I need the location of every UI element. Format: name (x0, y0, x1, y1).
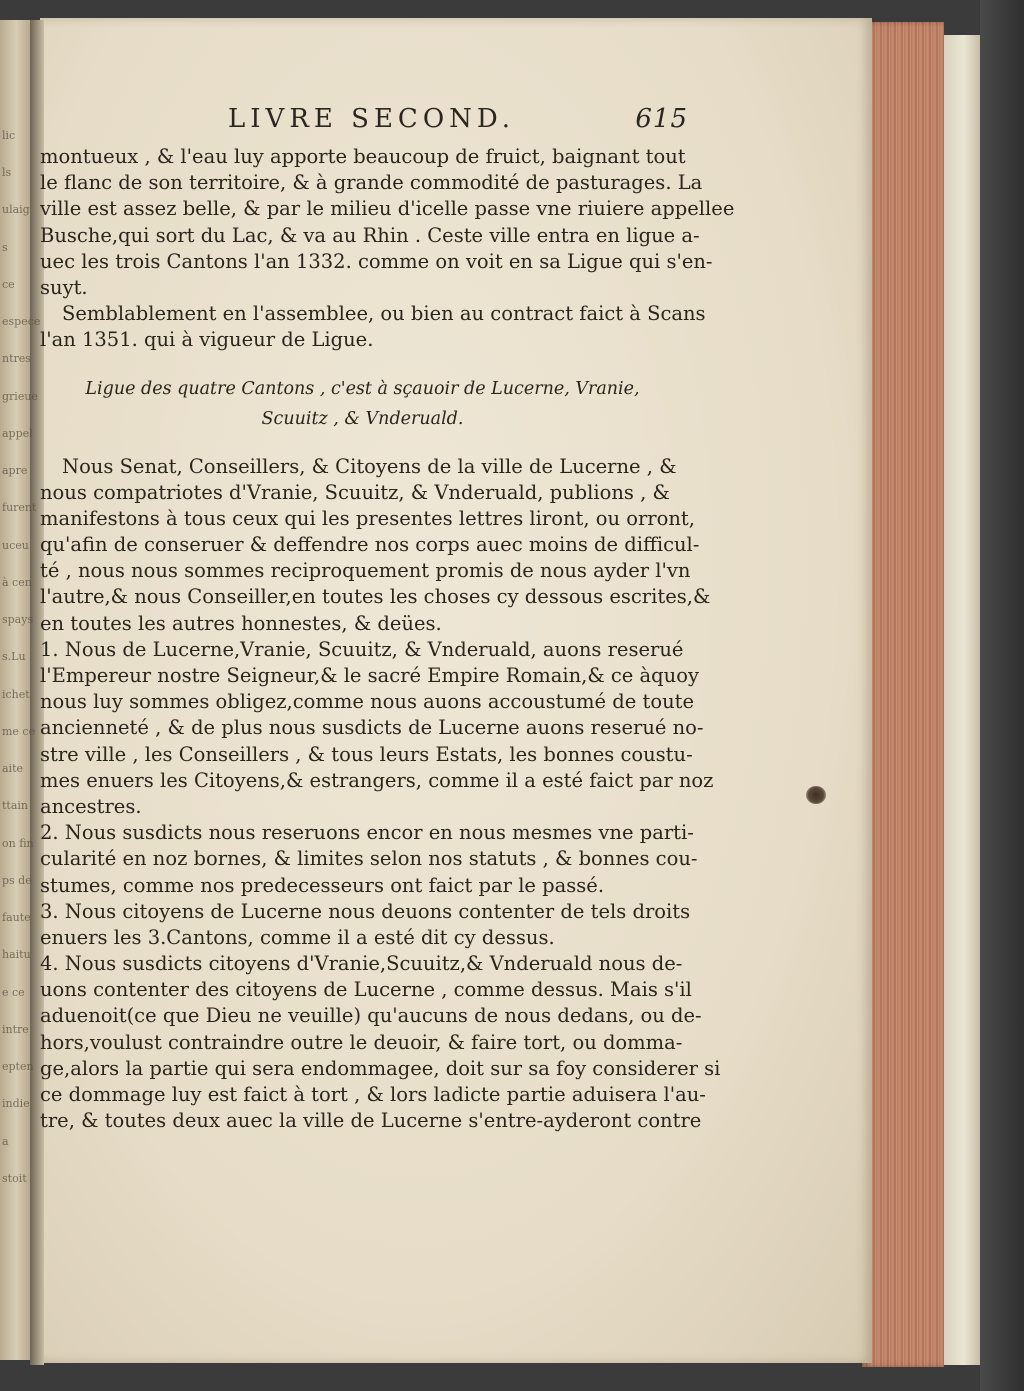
margin-fragment: ce (2, 278, 15, 291)
text-line: ge,alors la partie qui sera endommagee, doit sur sa foy considerer si (40, 1056, 721, 1080)
running-title: LIVRE SECOND. (228, 104, 516, 134)
margin-fragment: ntres (2, 352, 31, 365)
spacer (40, 354, 685, 374)
text-line: ancestres. (40, 794, 142, 818)
margin-fragment: me ce (2, 725, 36, 738)
margin-fragment: intre (2, 1023, 29, 1036)
margin-fragment: s.Lu (2, 650, 26, 663)
text-line: l'autre,& nous Conseiller,en toutes les choses cy dessous escrites,& (40, 585, 711, 609)
margin-fragment: uceu (2, 539, 29, 552)
text-line: 2. Nous susdicts nous reseruons encor en nous mesmes vne parti- (40, 821, 694, 845)
text-line: ville est assez belle, & par le milieu d'icelle passe vne riuiere appellee (40, 197, 735, 221)
fore-edge (862, 22, 944, 1367)
previous-page-margin-fragments (0, 129, 41, 1210)
margin-fragment: haitu (2, 948, 31, 961)
margin-fragment: à cen (2, 576, 32, 589)
margin-fragment: furent (2, 501, 37, 514)
margin-fragment: on fin (2, 837, 34, 850)
ink-blot (806, 786, 826, 804)
text-line: Semblablement en l'assemblee, ou bien au contract faict à Scans (62, 302, 706, 326)
text-line: stre ville , les Conseillers , & tous leurs Estats, les bonnes coustu- (40, 742, 693, 766)
text-line: té , nous nous sommes reciproquement promis de nous ayder l'vn (40, 559, 691, 583)
text-line: tre, & toutes deux auec la ville de Lucerne s'entre-ayderont contre (40, 1109, 702, 1133)
text-line: l'Empereur nostre Seigneur,& le sacré Empire Romain,& ce àquoy (40, 664, 699, 687)
book-cover-board (980, 0, 1024, 1391)
text-line: uec les trois Cantons l'an 1332. comme on voit en sa Ligue qui s'en- (40, 249, 713, 273)
text-line: aduenoit(ce que Dieu ne veuille) qu'aucuns de nous dedans, ou de- (40, 1004, 702, 1028)
text-line: hors,voulust contraindre outre le deuoir, & faire tort, ou domma- (40, 1030, 683, 1054)
text-line: uons contenter des citoyens de Lucerne , comme dessus. Mais s'il (40, 978, 692, 1002)
margin-fragment: s (2, 241, 8, 254)
text-line: manifestons à tous ceux qui les presentes lettres liront, ou orront, (40, 506, 695, 530)
running-header (228, 100, 688, 140)
margin-fragment: stoit (2, 1172, 27, 1185)
text-line: mes enuers les Citoyens,& estrangers, comme il a esté faict par noz (40, 768, 714, 792)
margin-fragment: epten (2, 1060, 34, 1073)
margin-fragment: faute (2, 911, 31, 924)
margin-fragment: ulaig (2, 203, 30, 216)
text-line: Busche,qui sort du Lac, & va au Rhin . Ceste ville entra en ligue a- (40, 223, 700, 247)
margin-fragment: lic (2, 129, 16, 142)
body-text (40, 144, 735, 1134)
text-line: en toutes les autres honnestes, & deües. (40, 611, 442, 635)
margin-fragment: apre (2, 464, 28, 477)
margin-fragment: aite (2, 762, 24, 775)
folio-number: 615 (635, 104, 688, 134)
text-line: qu'afin de conseruer & deffendre nos corps auec moins de difficul- (40, 533, 700, 557)
margin-fragment: ps de (2, 874, 32, 887)
text-line: 1. Nous de Lucerne,Vranie, Scuuitz, & Vnderuald, auons reserué (40, 637, 684, 661)
text-line: ce dommage luy est faict à tort , & lors ladicte partie aduisera l'au- (40, 1083, 706, 1106)
margin-fragment: grieue (2, 390, 38, 403)
text-line: enuers les 3.Cantons, comme il a esté dit cy dessus. (40, 925, 555, 949)
text-line: Nous Senat, Conseillers, & Citoyens de la ville de Lucerne , & (62, 454, 677, 478)
text-line: nous luy sommes obligez,comme nous auons accoustumé de toute (40, 690, 695, 714)
text-line: stumes, comme nos predecesseurs ont faict par le passé. (40, 873, 605, 897)
margin-fragment: e ce (2, 986, 25, 999)
margin-fragment: ichet (2, 688, 30, 701)
text-line: suyt. (40, 275, 88, 299)
back-pages (944, 35, 980, 1365)
margin-fragment: indie (2, 1097, 30, 1110)
spacer (40, 434, 685, 454)
text-line: 3. Nous citoyens de Lucerne nous deuons contenter de tels droits (40, 899, 691, 923)
margin-fragment: ttain (2, 799, 29, 812)
text-line: ancienneté , & de plus nous susdicts de Lucerne auons reserué no- (40, 716, 704, 740)
margin-fragment: ls (2, 166, 12, 179)
text-line: montueux , & l'eau luy apporte beaucoup de fruict, baignant tout (40, 145, 686, 168)
text-line: 4. Nous susdicts citoyens d'Vranie,Scuuitz,& Vnderuald nous de- (40, 952, 683, 976)
margin-fragment: appel (2, 427, 33, 440)
section-heading: Scuuitz , & Vnderuald. (261, 408, 464, 429)
text-line: le flanc de son territoire, & à grande commodité de pasturages. La (40, 171, 703, 195)
section-heading: Ligue des quatre Cantons , c'est à sçauoir de Lucerne, Vranie, (85, 378, 640, 399)
margin-fragment: espece (2, 315, 41, 328)
text-line: cularité en noz bornes, & limites selon nos statuts , & bonnes cou- (40, 847, 698, 871)
text-line: nous compatriotes d'Vranie, Scuuitz, & Vnderuald, publions , & (40, 480, 670, 504)
margin-fragment: a (2, 1135, 9, 1148)
text-line: l'an 1351. qui à vigueur de Ligue. (40, 328, 374, 352)
margin-fragment: spays (2, 613, 34, 626)
